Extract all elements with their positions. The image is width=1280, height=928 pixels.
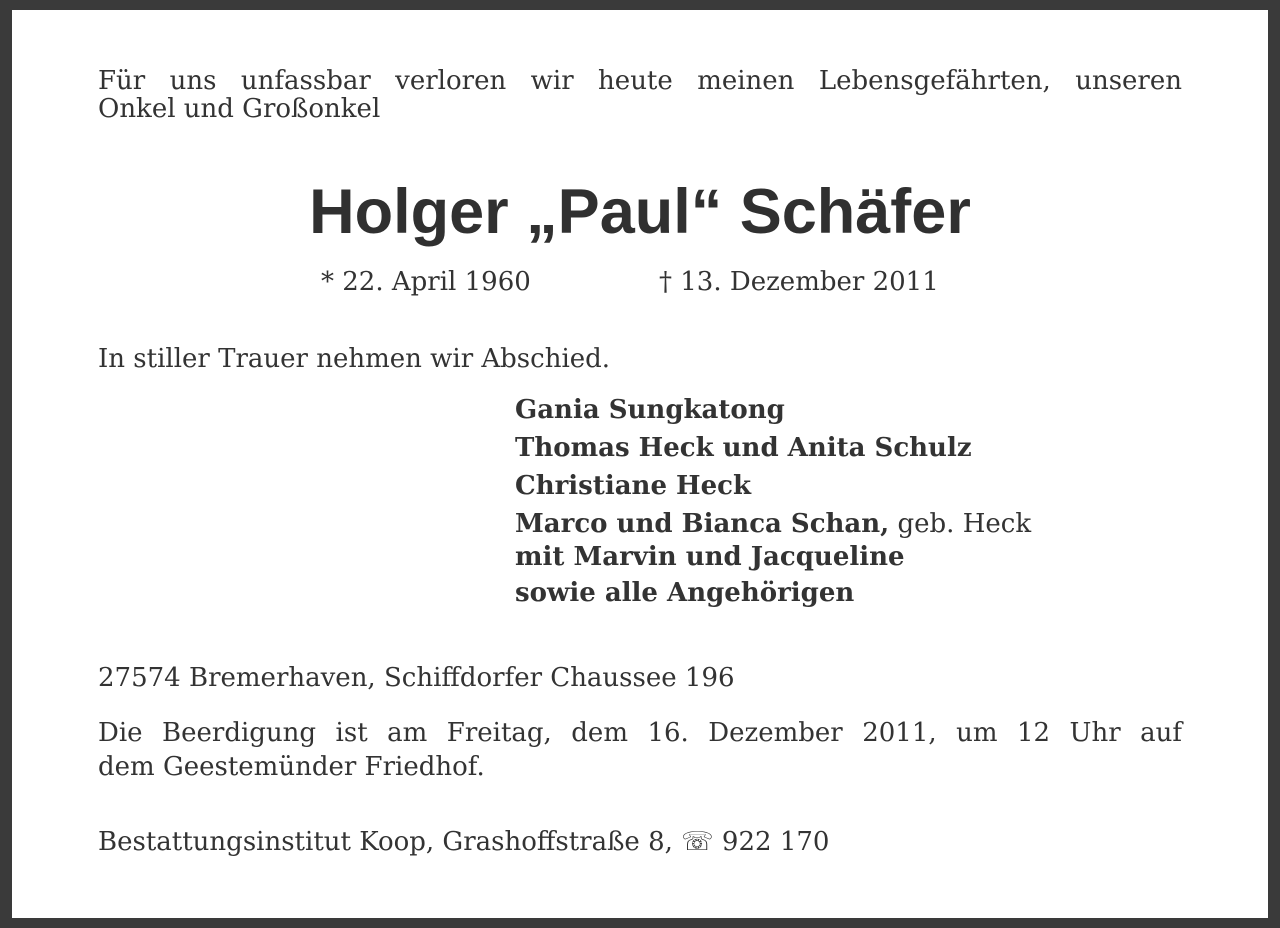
- mourner-2: Thomas Heck und Anita Schulz: [515, 433, 972, 463]
- death-date: † 13. Dezember 2011: [659, 267, 939, 297]
- intro-text: [98, 66, 1182, 124]
- funeral-text: [98, 718, 1182, 782]
- mourner-4-name: Marco und Bianca Schan,: [515, 509, 890, 539]
- address: 27574 Bremerhaven, Schiffdorfer Chaussee 196: [98, 663, 735, 693]
- mourner-3: Christiane Heck: [515, 471, 751, 501]
- mourner-1: Gania Sungkatong: [515, 395, 785, 425]
- obituary-notice: [12, 10, 1268, 918]
- mourner-5: mit Marvin und Jacqueline: [515, 542, 905, 572]
- intro-line-2: Onkel und Großonkel: [98, 94, 381, 124]
- mourning-line: In stiller Trauer nehmen wir Abschied.: [98, 344, 611, 374]
- undertaker: Bestattungsinstitut Koop, Grashoffstraße 8, ☏ 922 170: [98, 827, 830, 857]
- mourner-4-suffix: geb. Heck: [889, 509, 1032, 539]
- mourners-list: [515, 395, 1031, 608]
- funeral-line-2: dem Geestemünder Friedhof.: [98, 752, 485, 782]
- intro-line-1: Für uns unfassbar verloren wir heute meinen Lebensgefährten, unseren: [98, 66, 1182, 96]
- birth-date: * 22. April 1960: [321, 267, 531, 297]
- deceased-name: Holger „Paul“ Schäfer: [309, 177, 971, 247]
- mourner-4: [515, 509, 1031, 539]
- mourner-6: sowie alle Angehörigen: [515, 578, 855, 608]
- funeral-line-1: Die Beerdigung ist am Freitag, dem 16. Dezember 2011, um 12 Uhr auf: [98, 718, 1182, 748]
